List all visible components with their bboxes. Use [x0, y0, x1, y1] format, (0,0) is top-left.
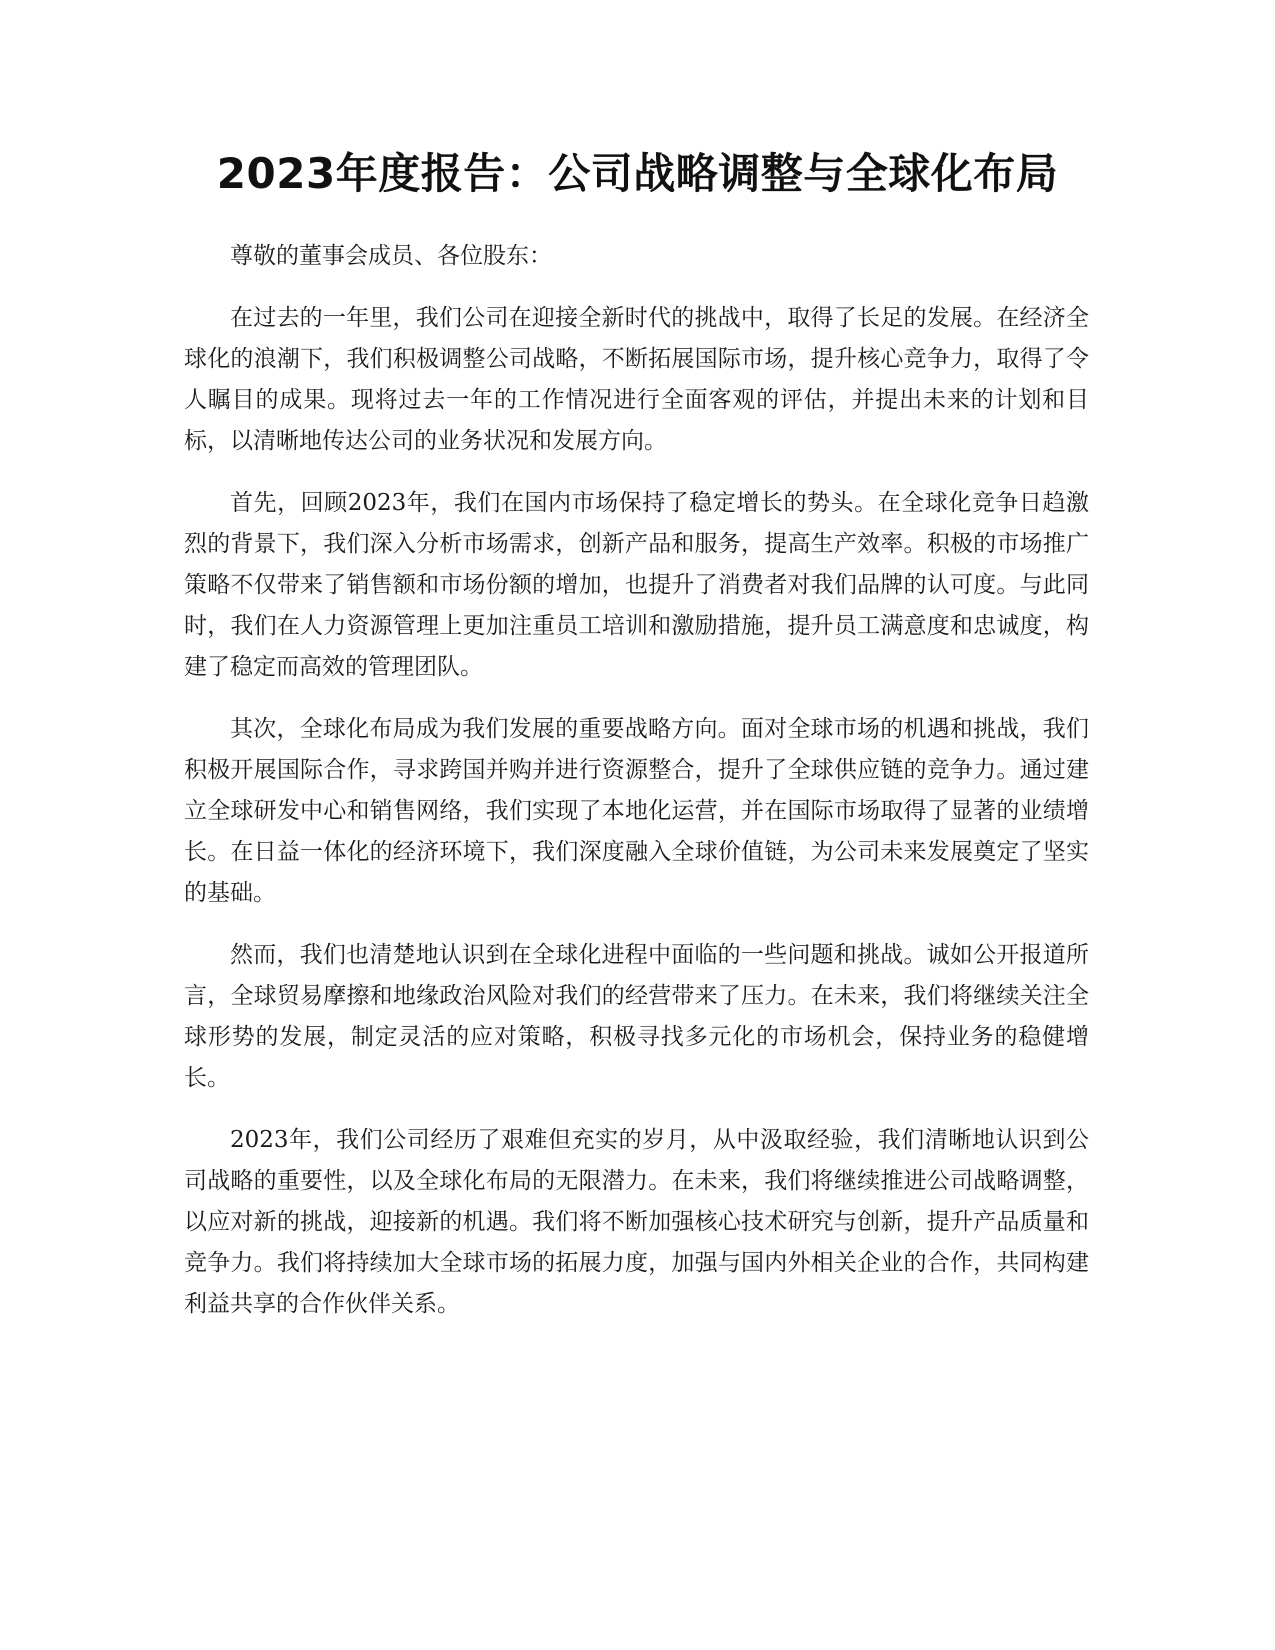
salutation: 尊敬的董事会成员、各位股东： — [230, 243, 552, 269]
paragraph: 在过去的一年里，我们公司在迎接全新时代的挑战中，取得了长足的发展。在经济全球化的浪潮下，我们积极调整公司战略，不断拓展国际市场，提升核心竞争力，取得了令人瞩目的成果。现将过去一年的工作情况进行全面客观的评估，并提出未来的计划和目标，以清晰地传达公司的业务状况和发展方向。 — [184, 305, 1089, 454]
document-title: 2023年度报告：公司战略调整与全球化布局 — [216, 149, 1059, 198]
paragraph: 然而，我们也清楚地认识到在全球化进程中面临的一些问题和挑战。诚如公开报道所言，全球贸易摩擦和地缘政治风险对我们的经营带来了压力。在未来，我们将继续关注全球形势的发展，制定灵活的应对策略，积极寻找多元化的市场机会，保持业务的稳健增长。 — [184, 942, 1089, 1091]
paragraph: 首先，回顾2023年，我们在国内市场保持了稳定增长的势头。在全球化竞争日趋激烈的背景下，我们深入分析市场需求，创新产品和服务，提高生产效率。积极的市场推广策略不仅带来了销售额和市场份额的增加，也提升了消费者对我们品牌的认可度。与此同时，我们在人力资源管理上更加注重员工培训和激励措施，提升员工满意度和忠诚度，构建了稳定而高效的管理团队。 — [184, 490, 1089, 680]
paragraph: 2023年，我们公司经历了艰难但充实的岁月，从中汲取经验，我们清晰地认识到公司战略的重要性，以及全球化布局的无限潜力。在未来，我们将继续推进公司战略调整，以应对新的挑战，迎接新的机遇。我们将不断加强核心技术研究与创新，提升产品质量和竞争力。我们将持续加大全球市场的拓展力度，加强与国内外相关企业的合作，共同构建利益共享的合作伙伴关系。 — [184, 1127, 1089, 1317]
document-body — [184, 236, 1089, 1346]
paragraph: 其次，全球化布局成为我们发展的重要战略方向。面对全球市场的机遇和挑战，我们积极开展国际合作，寻求跨国并购并进行资源整合，提升了全球供应链的竞争力。通过建立全球研发中心和销售网络，我们实现了本地化运营，并在国际市场取得了显著的业绩增长。在日益一体化的经济环境下，我们深度融入全球价值链，为公司未来发展奠定了坚实的基础。 — [184, 716, 1089, 906]
